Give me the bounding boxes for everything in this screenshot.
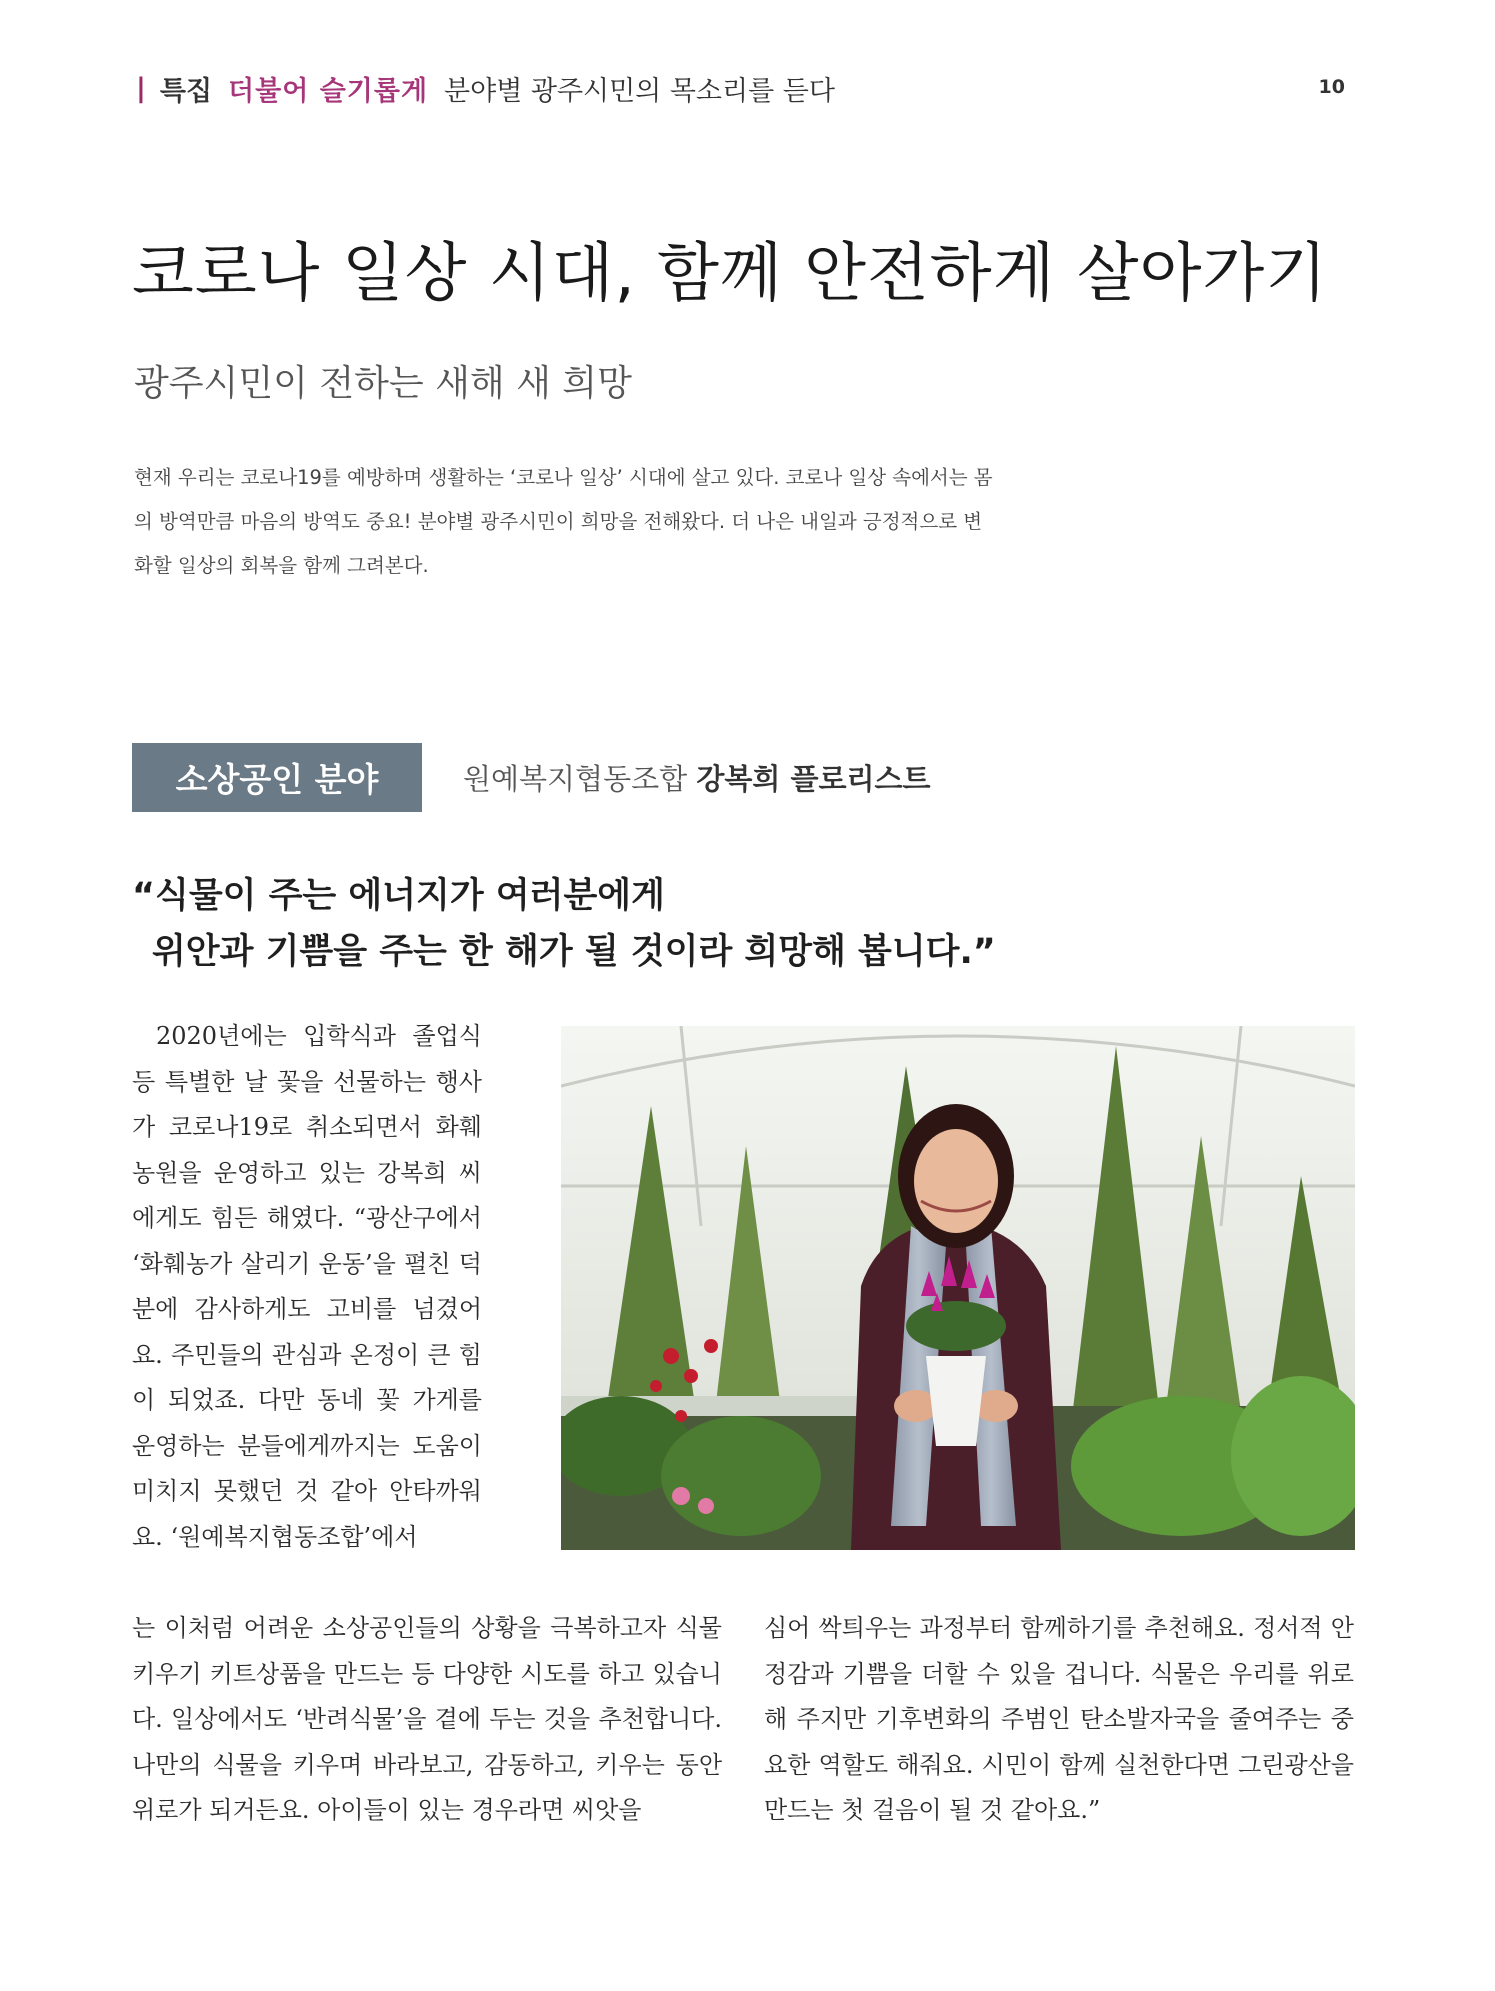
- florist-photo: [561, 1026, 1355, 1550]
- interviewee-affiliation: [463, 757, 931, 798]
- pull-quote: [132, 868, 1132, 980]
- header-bar: |: [136, 72, 146, 104]
- organization: 원예복지협동조합: [463, 762, 688, 796]
- quote-line-1: “식물이 주는 에너지가 여러분에게: [132, 876, 665, 916]
- lead-paragraph: 현재 우리는 코로나19를 예방하며 생활하는 ‘코로나 일상’ 시대에 살고 있다. 코로나 일상 속에서는 몸의 방역만큼 마음의 방역도 중요! 분야별 광주시민이 희망을 전해왔다. 더 나은 내일과 긍정적으로 변화할 일상의 회복을 함께 그려본다.: [134, 466, 993, 577]
- body-column-left: [132, 1606, 722, 1834]
- header-theme: 더불어 슬기롭게: [228, 75, 429, 107]
- running-header: [136, 68, 835, 108]
- body-column-right: [764, 1606, 1354, 1834]
- body-paragraph: 심어 싹틔우는 과정부터 함께하기를 추천해요. 정서적 안정감과 기쁨을 더할 수 있을 겁니다. 식물은 우리를 위로해 주지만 기후변화의 주범인 탄소발자국을 줄여주는 중요한 역할도 해줘요. 시민이 함께 실천한다면 그린광산을 만드는 첫 걸음이 될 것 같아요.”: [764, 1614, 1354, 1824]
- header-section: 특집: [159, 75, 213, 107]
- body-paragraph: 2020년에는 입학식과 졸업식 등 특별한 날 꽃을 선물하는 행사가 코로나19로 취소되면서 화훼농원을 운영하고 있는 강복희 씨에게도 힘든 해였다. “광산구에서 ‘화훼농가 살리기 운동’을 펼친 덕분에 감사하게도 고비를 넘겼어요. 주민들의 관심과 온정이 큰 힘이 되었죠. 다만 동네 꽃 가게를 운영하는 분들에게까지는 도움이 미치지 못했던 것 같아 안타까워요. ‘원예복지협동조합’에서: [132, 1022, 482, 1551]
- article-title: 코로나 일상 시대, 함께 안전하게 살아가기: [132, 237, 1329, 311]
- section-label: 소상공인 분야: [132, 743, 422, 812]
- photo-illustration: [561, 1026, 1355, 1550]
- body-paragraph: 는 이처럼 어려운 소상공인들의 상황을 극복하고자 식물 키우기 키트상품을 만드는 등 다양한 시도를 하고 있습니다. 일상에서도 ‘반려식물’을 곁에 두는 것을 추천합니다. 나만의 식물을 키우며 바라보고, 감동하고, 키우는 동안 위로가 되거든요. 아이들이 있는 경우라면 씨앗을: [132, 1614, 722, 1824]
- header-subtitle: 분야별 광주시민의 목소리를 듣다: [444, 75, 835, 107]
- body-column-left-top: [132, 1014, 482, 1560]
- interviewee-name: 강복희 플로리스트: [696, 762, 931, 796]
- quote-line-2: 위안과 기쁨을 주는 한 해가 될 것이라 희망해 봅니다.”: [152, 932, 996, 972]
- article-subtitle: 광주시민이 전하는 새해 새 희망: [134, 363, 632, 404]
- page-number: 10: [1318, 76, 1345, 98]
